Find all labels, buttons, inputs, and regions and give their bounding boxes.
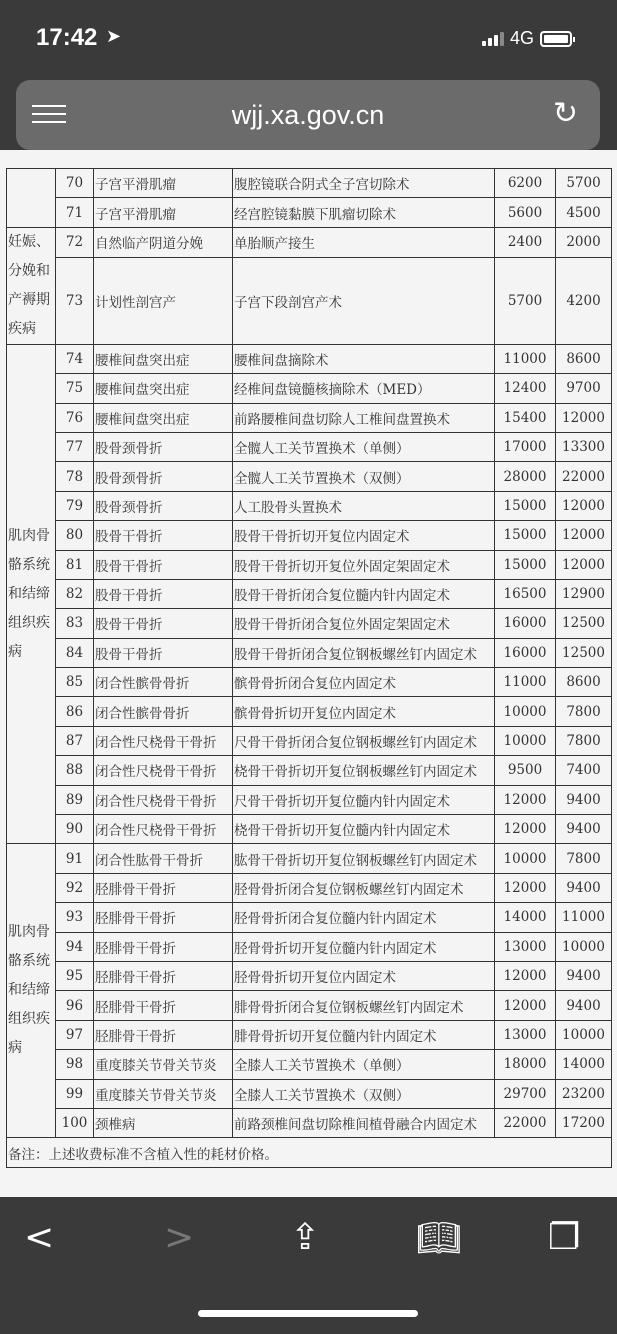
network-type: 4G bbox=[510, 28, 535, 48]
table-row bbox=[7, 521, 612, 550]
row-number: 94 bbox=[56, 932, 94, 961]
row-number: 86 bbox=[56, 697, 94, 726]
disease-name: 胫腓骨干骨折 bbox=[94, 961, 233, 990]
row-number: 73 bbox=[56, 257, 94, 344]
row-number: 72 bbox=[56, 227, 94, 257]
procedure-name: 胫骨骨折切开复位内固定术 bbox=[233, 961, 495, 990]
disease-name: 胫腓骨干骨折 bbox=[94, 1020, 233, 1049]
disease-name: 股骨干骨折 bbox=[94, 579, 233, 608]
row-number: 91 bbox=[56, 844, 94, 873]
price-tier-1: 15000 bbox=[495, 491, 556, 520]
procedure-name: 腹腔镜联合阴式全子宫切除术 bbox=[233, 169, 495, 198]
table-row bbox=[7, 785, 612, 814]
price-tier-2: 5700 bbox=[556, 169, 612, 198]
price-tier-1: 29700 bbox=[495, 1079, 556, 1108]
procedure-name: 股骨干骨折切开复位外固定架固定术 bbox=[233, 550, 495, 579]
procedure-name: 髌骨骨折闭合复位内固定术 bbox=[233, 668, 495, 697]
category-cell: 妊娠、分娩和产褥期疾病 bbox=[7, 227, 56, 344]
note-text: 备注：上述收费标准不含植入性的耗材价格。 bbox=[7, 1138, 612, 1168]
table-row bbox=[7, 726, 612, 755]
price-tier-1: 28000 bbox=[495, 462, 556, 491]
disease-name: 闭合性尺桡骨干骨折 bbox=[94, 756, 233, 785]
price-tier-1: 16500 bbox=[495, 579, 556, 608]
disease-name: 股骨颈骨折 bbox=[94, 432, 233, 461]
price-tier-2: 13300 bbox=[556, 432, 612, 461]
price-tier-1: 10000 bbox=[495, 844, 556, 873]
disease-name: 计划性剖宫产 bbox=[94, 257, 233, 344]
procedure-name: 腓骨骨折切开复位髓内针内固定术 bbox=[233, 1020, 495, 1049]
url-text[interactable]: wjj.xa.gov.cn bbox=[231, 100, 385, 130]
procedure-name: 股骨干骨折切开复位内固定术 bbox=[233, 521, 495, 550]
bookmarks-icon[interactable]: 📖︎ bbox=[416, 1218, 462, 1259]
price-tier-2: 17200 bbox=[556, 1108, 612, 1137]
row-number: 87 bbox=[56, 726, 94, 755]
fee-table bbox=[6, 168, 612, 1168]
procedure-name: 髌骨骨折切开复位内固定术 bbox=[233, 697, 495, 726]
table-row bbox=[7, 638, 612, 667]
table-row bbox=[7, 491, 612, 520]
disease-name: 胫腓骨干骨折 bbox=[94, 991, 233, 1020]
procedure-name: 股骨干骨折闭合复位钢板螺丝钉内固定术 bbox=[233, 638, 495, 667]
row-number: 99 bbox=[56, 1079, 94, 1108]
price-tier-1: 15400 bbox=[495, 403, 556, 432]
row-number: 82 bbox=[56, 579, 94, 608]
table-row bbox=[7, 1079, 612, 1108]
disease-name: 胫腓骨干骨折 bbox=[94, 932, 233, 961]
row-number: 90 bbox=[56, 815, 94, 844]
price-tier-1: 5600 bbox=[495, 198, 556, 227]
disease-name: 闭合性尺桡骨干骨折 bbox=[94, 815, 233, 844]
price-tier-1: 12400 bbox=[495, 374, 556, 403]
price-tier-2: 7800 bbox=[556, 726, 612, 755]
price-tier-1: 12000 bbox=[495, 815, 556, 844]
disease-name: 股骨干骨折 bbox=[94, 638, 233, 667]
back-icon[interactable]: < bbox=[24, 1217, 55, 1258]
disease-name: 腰椎间盘突出症 bbox=[94, 374, 233, 403]
row-number: 98 bbox=[56, 1050, 94, 1079]
disease-name: 重度膝关节骨关节炎 bbox=[94, 1079, 233, 1108]
procedure-name: 子宫下段剖宫产术 bbox=[233, 257, 495, 344]
table-row bbox=[7, 1108, 612, 1137]
forward-icon[interactable]: > bbox=[164, 1217, 195, 1258]
price-tier-1: 18000 bbox=[495, 1050, 556, 1079]
price-tier-1: 9500 bbox=[495, 756, 556, 785]
table-row bbox=[7, 550, 612, 579]
table-row bbox=[7, 873, 612, 902]
price-tier-1: 13000 bbox=[495, 1020, 556, 1049]
price-tier-1: 12000 bbox=[495, 961, 556, 990]
price-tier-2: 12900 bbox=[556, 579, 612, 608]
price-tier-2: 14000 bbox=[556, 1050, 612, 1079]
procedure-name: 单胎顺产接生 bbox=[233, 227, 495, 257]
table-row bbox=[7, 961, 612, 990]
reload-icon[interactable]: ↻ bbox=[552, 96, 578, 131]
procedure-name: 全髋人工关节置换术（双侧） bbox=[233, 462, 495, 491]
price-tier-2: 9400 bbox=[556, 785, 612, 814]
category-cell bbox=[7, 169, 56, 228]
row-number: 80 bbox=[56, 521, 94, 550]
procedure-name: 全髋人工关节置换术（单侧） bbox=[233, 432, 495, 461]
disease-name: 闭合性髌骨骨折 bbox=[94, 697, 233, 726]
procedure-name: 桡骨干骨折切开复位钢板螺丝钉内固定术 bbox=[233, 756, 495, 785]
home-indicator[interactable] bbox=[198, 1310, 418, 1317]
table-row bbox=[7, 579, 612, 608]
row-number: 75 bbox=[56, 374, 94, 403]
row-number: 81 bbox=[56, 550, 94, 579]
row-number: 96 bbox=[56, 991, 94, 1020]
table-row bbox=[7, 462, 612, 491]
table-row bbox=[7, 991, 612, 1020]
price-tier-1: 6200 bbox=[495, 169, 556, 198]
disease-name: 闭合性肱骨干骨折 bbox=[94, 844, 233, 873]
procedure-name: 尺骨干骨折切开复位髓内针内固定术 bbox=[233, 785, 495, 814]
price-tier-1: 10000 bbox=[495, 697, 556, 726]
disease-name: 闭合性髌骨骨折 bbox=[94, 668, 233, 697]
price-tier-2: 7800 bbox=[556, 697, 612, 726]
table-row bbox=[7, 227, 612, 257]
price-tier-1: 16000 bbox=[495, 638, 556, 667]
procedure-name: 前路腰椎间盘切除人工椎间盘置换术 bbox=[233, 403, 495, 432]
network-status bbox=[482, 28, 572, 49]
row-number: 92 bbox=[56, 873, 94, 902]
price-tier-1: 11000 bbox=[495, 668, 556, 697]
table-row bbox=[7, 903, 612, 932]
battery-icon bbox=[540, 31, 572, 47]
disease-name: 重度膝关节骨关节炎 bbox=[94, 1050, 233, 1079]
web-content bbox=[0, 150, 617, 1197]
price-tier-1: 10000 bbox=[495, 726, 556, 755]
address-bar[interactable] bbox=[16, 80, 600, 150]
disease-name: 子宫平滑肌瘤 bbox=[94, 198, 233, 227]
price-tier-1: 12000 bbox=[495, 991, 556, 1020]
table-row bbox=[7, 668, 612, 697]
disease-name: 闭合性尺桡骨干骨折 bbox=[94, 726, 233, 755]
price-tier-2: 9400 bbox=[556, 873, 612, 902]
procedure-name: 股骨干骨折闭合复位髓内针内固定术 bbox=[233, 579, 495, 608]
table-row bbox=[7, 403, 612, 432]
table-row bbox=[7, 432, 612, 461]
procedure-name: 尺骨干骨折闭合复位钢板螺丝钉内固定术 bbox=[233, 726, 495, 755]
price-tier-2: 22000 bbox=[556, 462, 612, 491]
price-tier-2: 10000 bbox=[556, 932, 612, 961]
price-tier-2: 12500 bbox=[556, 609, 612, 638]
price-tier-2: 12000 bbox=[556, 550, 612, 579]
row-number: 89 bbox=[56, 785, 94, 814]
procedure-name: 经宫腔镜黏膜下肌瘤切除术 bbox=[233, 198, 495, 227]
price-tier-2: 12000 bbox=[556, 403, 612, 432]
price-tier-1: 12000 bbox=[495, 785, 556, 814]
price-tier-2: 7800 bbox=[556, 844, 612, 873]
price-tier-2: 11000 bbox=[556, 903, 612, 932]
price-tier-2: 12000 bbox=[556, 521, 612, 550]
row-number: 70 bbox=[56, 169, 94, 198]
disease-name: 颈椎病 bbox=[94, 1108, 233, 1137]
tabs-icon[interactable]: ❐ bbox=[548, 1217, 581, 1258]
price-tier-1: 11000 bbox=[495, 344, 556, 373]
disease-name: 股骨颈骨折 bbox=[94, 462, 233, 491]
row-number: 93 bbox=[56, 903, 94, 932]
row-number: 74 bbox=[56, 344, 94, 373]
table-row bbox=[7, 932, 612, 961]
price-tier-2: 4200 bbox=[556, 257, 612, 344]
procedure-name: 腓骨骨折闭合复位钢板螺丝钉内固定术 bbox=[233, 991, 495, 1020]
procedure-name: 全膝人工关节置换术（双侧） bbox=[233, 1079, 495, 1108]
table-row bbox=[7, 257, 612, 344]
row-number: 79 bbox=[56, 491, 94, 520]
disease-name: 股骨干骨折 bbox=[94, 609, 233, 638]
disease-name: 自然临产阴道分娩 bbox=[94, 227, 233, 257]
row-number: 71 bbox=[56, 198, 94, 227]
price-tier-2: 10000 bbox=[556, 1020, 612, 1049]
disease-name: 闭合性尺桡骨干骨折 bbox=[94, 785, 233, 814]
price-tier-2: 2000 bbox=[556, 227, 612, 257]
table-row bbox=[7, 844, 612, 873]
price-tier-1: 13000 bbox=[495, 932, 556, 961]
price-tier-2: 9400 bbox=[556, 961, 612, 990]
row-number: 100 bbox=[56, 1108, 94, 1137]
price-tier-1: 16000 bbox=[495, 609, 556, 638]
table-row bbox=[7, 374, 612, 403]
table-row bbox=[7, 697, 612, 726]
table-row bbox=[7, 609, 612, 638]
clock: 17:42 bbox=[36, 24, 98, 51]
disease-name: 腰椎间盘突出症 bbox=[94, 344, 233, 373]
price-tier-2: 8600 bbox=[556, 344, 612, 373]
procedure-name: 经椎间盘镜髓核摘除术（MED） bbox=[233, 374, 495, 403]
disease-name: 股骨干骨折 bbox=[94, 521, 233, 550]
procedure-name: 胫骨骨折闭合复位钢板螺丝钉内固定术 bbox=[233, 873, 495, 902]
disease-name: 股骨颈骨折 bbox=[94, 491, 233, 520]
share-icon[interactable]: ⇪ bbox=[290, 1217, 321, 1258]
price-tier-2: 23200 bbox=[556, 1079, 612, 1108]
table-row bbox=[7, 756, 612, 785]
disease-name: 腰椎间盘突出症 bbox=[94, 403, 233, 432]
procedure-name: 全膝人工关节置换术（单侧） bbox=[233, 1050, 495, 1079]
price-tier-2: 7400 bbox=[556, 756, 612, 785]
price-tier-2: 12000 bbox=[556, 491, 612, 520]
price-tier-2: 4500 bbox=[556, 198, 612, 227]
procedure-name: 腰椎间盘摘除术 bbox=[233, 344, 495, 373]
table-row bbox=[7, 815, 612, 844]
price-tier-2: 12500 bbox=[556, 638, 612, 667]
disease-name: 胫腓骨干骨折 bbox=[94, 903, 233, 932]
row-number: 95 bbox=[56, 961, 94, 990]
procedure-name: 胫骨骨折切开复位髓内针内固定术 bbox=[233, 932, 495, 961]
disease-name: 子宫平滑肌瘤 bbox=[94, 169, 233, 198]
price-tier-1: 5700 bbox=[495, 257, 556, 344]
row-number: 84 bbox=[56, 638, 94, 667]
table-row bbox=[7, 344, 612, 373]
disease-name: 胫腓骨干骨折 bbox=[94, 873, 233, 902]
procedure-name: 肱骨干骨折切开复位钢板螺丝钉内固定术 bbox=[233, 844, 495, 873]
table-row bbox=[7, 169, 612, 198]
procedure-name: 胫骨骨折闭合复位髓内针内固定术 bbox=[233, 903, 495, 932]
row-number: 78 bbox=[56, 462, 94, 491]
row-number: 88 bbox=[56, 756, 94, 785]
price-tier-1: 15000 bbox=[495, 521, 556, 550]
category-cell: 肌肉骨骼系统和结缔组织疾病 bbox=[7, 344, 56, 844]
price-tier-1: 15000 bbox=[495, 550, 556, 579]
price-tier-1: 17000 bbox=[495, 432, 556, 461]
price-tier-2: 9700 bbox=[556, 374, 612, 403]
table-row bbox=[7, 1020, 612, 1049]
row-number: 76 bbox=[56, 403, 94, 432]
price-tier-2: 9400 bbox=[556, 815, 612, 844]
procedure-name: 前路颈椎间盘切除椎间植骨融合内固定术 bbox=[233, 1108, 495, 1137]
procedure-name: 股骨干骨折闭合复位外固定架固定术 bbox=[233, 609, 495, 638]
category-cell: 肌肉骨骼系统和结缔组织疾病 bbox=[7, 844, 56, 1138]
disease-name: 股骨干骨折 bbox=[94, 550, 233, 579]
table-row bbox=[7, 1050, 612, 1079]
price-tier-1: 22000 bbox=[495, 1108, 556, 1137]
location-arrow-icon: ➤ bbox=[106, 26, 122, 47]
procedure-name: 桡骨干骨折切开复位髓内针内固定术 bbox=[233, 815, 495, 844]
table-row bbox=[7, 198, 612, 227]
row-number: 97 bbox=[56, 1020, 94, 1049]
row-number: 85 bbox=[56, 668, 94, 697]
status-bar bbox=[0, 0, 617, 78]
signal-icon bbox=[482, 32, 504, 46]
price-tier-1: 2400 bbox=[495, 227, 556, 257]
price-tier-1: 14000 bbox=[495, 903, 556, 932]
price-tier-2: 8600 bbox=[556, 668, 612, 697]
price-tier-2: 9400 bbox=[556, 991, 612, 1020]
note-row bbox=[7, 1138, 612, 1168]
price-tier-1: 12000 bbox=[495, 873, 556, 902]
row-number: 77 bbox=[56, 432, 94, 461]
procedure-name: 人工股骨头置换术 bbox=[233, 491, 495, 520]
row-number: 83 bbox=[56, 609, 94, 638]
